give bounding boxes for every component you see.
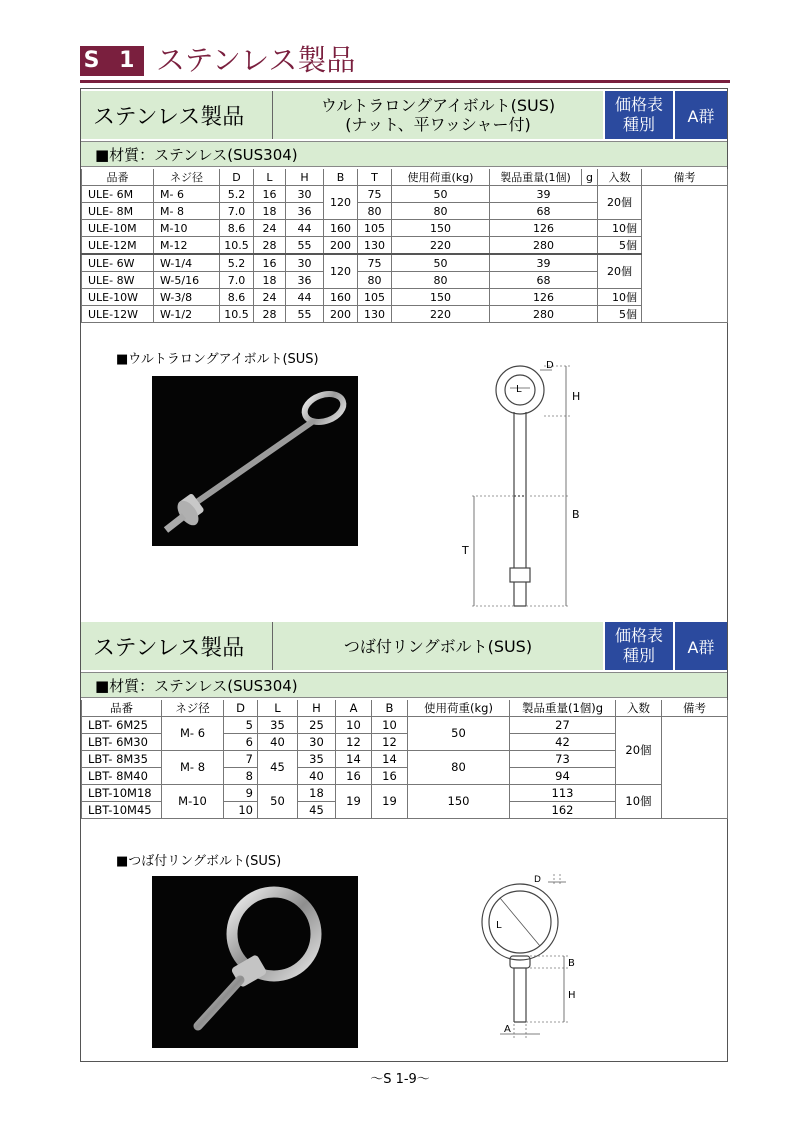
- table-header-row: [82, 700, 728, 717]
- ringbolt-dimension-diagram: [476, 872, 596, 1040]
- remarks-cell: [662, 717, 728, 819]
- remarks-cell: [642, 186, 728, 323]
- dim-label-d: D: [546, 360, 554, 371]
- table-row: ULE- 6W W-1/4 5.2 16 30 120 75 50 39 20個: [82, 254, 728, 272]
- table-row: ULE-12M M-12 10.5 28 55 200 130 220 280 5個: [82, 237, 728, 255]
- section1-group: A群: [673, 91, 727, 139]
- dim-label-b: B: [572, 508, 580, 521]
- section1-spec-table: [81, 169, 728, 323]
- col-header: T: [358, 169, 392, 186]
- eyebolt-illustration: [152, 376, 358, 546]
- table-row: ULE- 6M M- 6 5.2 16 30 120 75 50 39 20個: [82, 186, 728, 203]
- page-title: ステンレス製品: [156, 43, 356, 77]
- section1-product-line2: (ナット、平ワッシャー付): [345, 115, 531, 134]
- eyebolt-dimension-diagram: [440, 356, 620, 616]
- table-row: ULE- 8M M- 8 7.0 18 36 80 80 68: [82, 203, 728, 220]
- table-row: ULE-12W W-1/2 10.5 28 55 200 130 220 280 5個: [82, 306, 728, 323]
- col-header: B: [324, 169, 358, 186]
- ringbolt-illustration: [152, 876, 358, 1048]
- section1-price-type: [603, 91, 673, 139]
- col-header: ネジ径: [154, 169, 220, 186]
- table-header-row: [82, 169, 728, 186]
- section2-price-type: [603, 622, 673, 670]
- table-row: LBT- 8M40 8 40 16 16 94: [82, 768, 728, 785]
- dim-label-h: H: [572, 390, 581, 403]
- col-header: g: [582, 169, 598, 186]
- section2-category: ステンレス製品: [81, 622, 273, 670]
- type-label: 種別: [622, 646, 655, 665]
- section2-group: A群: [673, 622, 727, 670]
- col-header: ネジ径: [162, 700, 224, 717]
- table-row: LBT- 6M30 6 40 30 12 12 42: [82, 734, 728, 751]
- section1-material: ■材質：ステンレス(SUS304): [81, 141, 727, 167]
- section2-product-line1: つば付リングボルト(SUS): [343, 636, 533, 656]
- dim-label-b: B: [568, 958, 575, 969]
- price-label: 価格表: [614, 95, 663, 114]
- dim-label-l: L: [496, 920, 502, 931]
- col-header: 備考: [662, 700, 728, 717]
- col-header: 入数: [616, 700, 662, 717]
- col-header: L: [258, 700, 298, 717]
- col-header: B: [372, 700, 408, 717]
- col-header: A: [336, 700, 372, 717]
- dim-label-a: A: [504, 1024, 511, 1035]
- col-header: 品番: [82, 700, 162, 717]
- section2-material: ■材質：ステンレス(SUS304): [81, 672, 727, 698]
- price-label: 価格表: [614, 626, 663, 645]
- table-row: ULE-10M M-10 8.6 24 44 160 105 150 126 10個: [82, 220, 728, 237]
- dim-label-l: L: [516, 384, 522, 395]
- col-header: 製品重量(1個)g: [510, 700, 616, 717]
- section2-spec-table: [81, 700, 728, 819]
- section1-product-line1: ウルトラロングアイボルト(SUS): [320, 96, 556, 115]
- col-header: 品番: [82, 169, 154, 186]
- col-header: 使用荷重(kg): [408, 700, 510, 717]
- dim-label-h: H: [568, 990, 576, 1001]
- table-row: LBT- 8M35 M- 8 7 45 35 14 14 80 73: [82, 751, 728, 768]
- type-label: 種別: [622, 115, 655, 134]
- table-row: LBT-10M45 10 45 162: [82, 802, 728, 819]
- section-badge: S 1: [80, 46, 144, 76]
- section2-photo-caption: ■つば付リングボルト(SUS): [116, 854, 282, 869]
- col-header: 製品重量(1個): [490, 169, 582, 186]
- table-row: ULE-10W W-3/8 8.6 24 44 160 105 150 126 10個: [82, 289, 728, 306]
- table-row: ULE- 8W W-5/16 7.0 18 36 80 80 68: [82, 272, 728, 289]
- col-header: H: [286, 169, 324, 186]
- eyebolt-photo: [152, 376, 358, 546]
- dim-label-t: T: [462, 544, 469, 557]
- col-header: 入数: [598, 169, 642, 186]
- page-number: ～S 1-9～: [370, 1072, 430, 1087]
- dim-label-d: D: [534, 875, 541, 885]
- col-header: D: [220, 169, 254, 186]
- ringbolt-photo: [152, 876, 358, 1048]
- section1-product-name: [273, 91, 603, 139]
- col-header: D: [224, 700, 258, 717]
- col-header: 使用荷重(kg): [392, 169, 490, 186]
- section2-product-name: [273, 622, 603, 670]
- section1-header: [81, 91, 727, 139]
- col-header: 備考: [642, 169, 728, 186]
- col-header: H: [298, 700, 336, 717]
- section1-category: ステンレス製品: [81, 91, 273, 139]
- col-header: L: [254, 169, 286, 186]
- section1-photo-caption: ■ウルトラロングアイボルト(SUS): [116, 352, 319, 367]
- section2-header: [81, 622, 727, 670]
- table-row: LBT- 6M25 M- 6 5 35 25 10 10 50 27 20個: [82, 717, 728, 734]
- header-rule: [80, 80, 730, 83]
- table-row: LBT-10M18 M-10 9 50 18 19 19 150 113 10個: [82, 785, 728, 802]
